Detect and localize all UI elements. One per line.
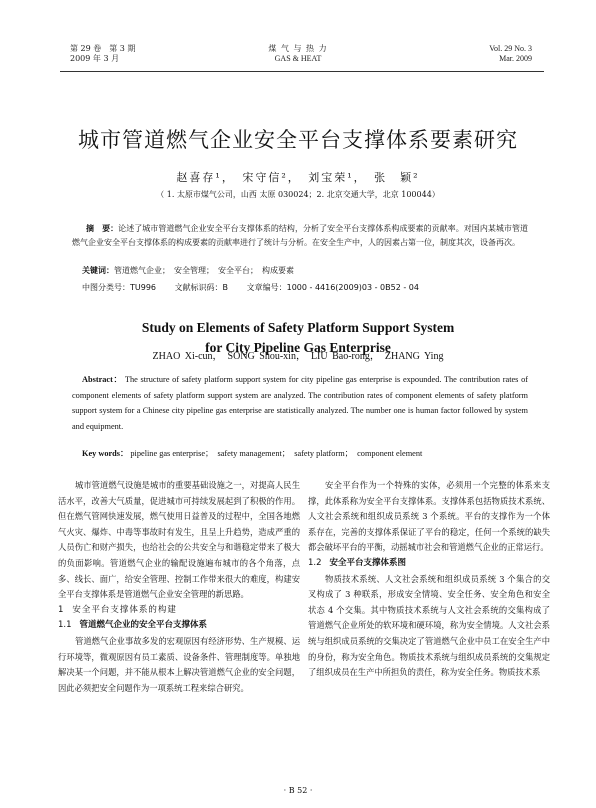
issue-date-en: Mar. 2009 xyxy=(499,54,532,63)
abstract-en xyxy=(72,372,528,434)
affiliation-cn: （ 1. 太原市煤气公司，山西 太原 030024；2. 北京交通大学，北京 100044） xyxy=(156,190,440,199)
volume-issue: 第 29 卷 第 3 期 xyxy=(70,44,136,53)
abstract-cn-label: 摘 要： xyxy=(86,224,119,233)
issue-date: 2009 年 3 月 xyxy=(70,54,120,63)
keywords-cn-label: 关键词： xyxy=(82,266,114,275)
authors-en: ZHAO Xi-cun， SONG Shou-xin， LIU Bao-rong， ZHANG Ying xyxy=(152,351,444,362)
keywords-en-label: Key words： xyxy=(82,449,129,458)
volume-issue-en: Vol. 29 No. 3 xyxy=(489,44,532,53)
keywords-en xyxy=(82,448,422,460)
section-1-1-paragraph: 管道燃气企业事故多发的宏观原因有经济形势、生产规模、运行环境等，微观原因有员工素质、设备条件、管理制度等。单独地解决某一个问题，并不能从根本上解决管道燃气企业的安全问题，因此必须把安全问题作为一项系统工程来综合研究。 xyxy=(58,635,300,693)
keywords-en-text: pipeline gas enterprise； safety management； safety platform； component element xyxy=(130,449,423,458)
section-1-2-paragraph: 物质技术系统、人文社会系统和组织成员系统 3 个集合的交叉构成了 3 种联系，形成安全情境、安全任务、安全角色和安全状态 4 个交集。其中物质技术系统与人文社会系统的交集构成了管道燃气企业所处的软环境和硬环境，称为安全情境。人文社会系统与组织成员系统的交集决定了管道燃气企业中员工在安全生产中的身份，称为安全角色。物质技术系统与组织成员系统的交集规定了组织成员在生产中所担负的责任，称为安全任务。物质技术系 xyxy=(308,573,550,678)
abstract-cn xyxy=(72,222,528,249)
section-1-1-heading: 1.1 管道燃气企业的安全平台支撑体系 xyxy=(58,620,208,631)
section-1-heading: 1 安全平台支撑体系的构建 xyxy=(58,604,177,615)
intro-paragraph: 城市管道燃气设施是城市的重要基础设施之一，对提高人民生活水平，改善大气质量，促进城市可持续发展起到了积极的作用。但在燃气管网快速发展，燃气使用日益普及的过程中，全国各地燃气火灾、爆炸、中毒等事故时有发生，且呈上升趋势，造成严重的人员伤亡和财产损失，也给社会的公共安全与和谐稳定带来了极大的负面影响。管道燃气企业的输配设施遍布城市的各个角落，点多、线长、面广，给安全管理、控制工作带来很大的难度，构建安全平台支撑体系是管道燃气企业安全管理的新思路。 xyxy=(58,480,300,600)
header-right xyxy=(489,44,532,64)
keywords-cn-text: 管道燃气企业； 安全管理； 安全平台； 构成要素 xyxy=(114,266,294,275)
keywords-cn xyxy=(82,265,294,277)
page-number: · B 52 · xyxy=(283,786,313,795)
platform-paragraph: 安全平台作为一个特殊的实体，必须用一个完整的体系来支撑，此体系称为安全平台支撑体系。支撑体系包括物质技术系统、人文社会系统和组织成员系统 3 个系统。平台的支撑作为一个体系存在，完善的支撑体系保证了平台的稳定，任何一个系统的缺失都会破坏平台的平衡，动摇城市社会和管道燃气企业的正常运行。 xyxy=(308,480,550,553)
article-title-cn: 城市管道燃气企业安全平台支撑体系要素研究 xyxy=(78,128,518,152)
abstract-cn-text: 论述了城市管道燃气企业安全平台支撑体系的结构，分析了安全平台支撑体系构成要素的贡献率。对国内某城市管道燃气企业安全平台支撑体系的构成要素的贡献率进行了统计与分析。在安全生产中，人的因素占第一位，制度其次，设备再次。 xyxy=(72,224,529,247)
section-1-2-heading: 1.2 安全平台支撑体系图 xyxy=(308,557,407,568)
journal-name-en: GAS & HEAT xyxy=(274,54,322,63)
body-column-right xyxy=(308,478,550,681)
header-rule xyxy=(60,71,544,72)
document-code: 文献标识码：B xyxy=(174,283,229,292)
abstract-en-text: The structure of safety platform support system for city pipeline gas enterprise is expounded. The contribution rates of component elements of safety platform support system are analyzed. The contribution rates of component elements of safety platform support system for a Chinese city pipeline gas enterprise are statistically analyzed. The number one is human factor followed by system and equipment. xyxy=(72,375,528,431)
title-en-line2: for City Pipeline Gas Enterprise xyxy=(205,340,391,355)
clc-number: 中图分类号：TU996 xyxy=(82,283,157,292)
abstract-en-label: Abstract： xyxy=(82,375,123,384)
classification-line xyxy=(82,282,435,294)
authors-cn: 赵喜存¹， 宋守信²， 刘宝荣¹， 张 颖² xyxy=(176,171,420,184)
body-column-left xyxy=(58,478,300,696)
title-en-line1: Study on Elements of Safety Platform Support System xyxy=(141,320,455,335)
journal-name-cn: 煤 气 与 热 力 xyxy=(268,44,328,53)
article-number: 文章编号：1000 - 4416(2009)03 - 0B52 - 04 xyxy=(246,283,419,292)
